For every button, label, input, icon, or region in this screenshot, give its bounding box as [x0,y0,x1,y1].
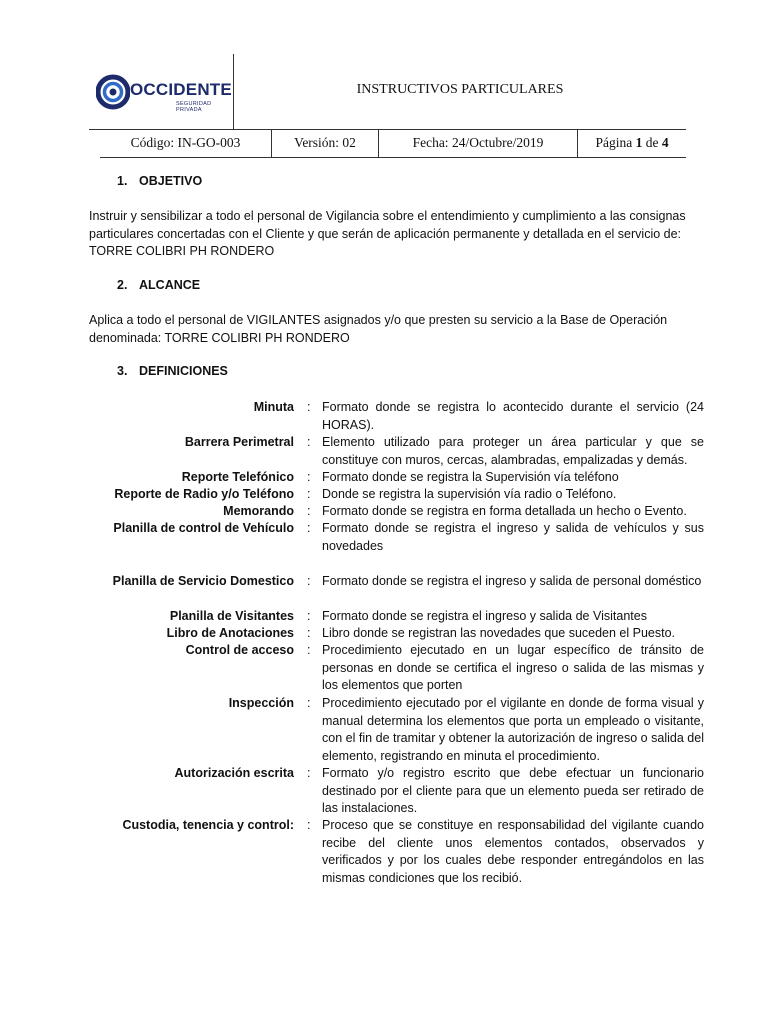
definition-colon: : [307,766,311,780]
definition-colon: : [307,435,311,449]
meta-divider-bottom [100,157,686,158]
definition-colon: : [307,818,311,832]
definition-desc: Formato donde se registra el ingreso y salida de Visitantes [322,609,647,623]
definition-term: Reporte de Radio y/o Teléfono [114,487,294,501]
page-indicator [578,135,686,151]
definition-colon: : [307,504,311,518]
definition-colon: : [307,400,311,414]
logo-tagline: SEGURIDAD PRIVADA [176,101,212,113]
page-total: 4 [661,135,669,150]
definition-colon: : [307,696,311,710]
section-heading-objetivo: 1. OBJETIVO [117,174,203,188]
definition-desc: Formato donde se registra el ingreso y salida de personal doméstico [322,574,702,588]
definition-desc: Donde se registra la supervisión vía radio o Teléfono. [322,487,617,501]
definition-desc: Proceso que se constituye en responsabilidad del vigilante cuando recibe del cliente unos elementos contados, observados y verificados y por los cuales debe responder entregándolos en las mismas condiciones que los recibió. [322,818,704,885]
definition-term: Barrera Perimetral [184,435,294,449]
page-current: 1 [635,135,643,150]
definition-term: Memorando [223,504,294,518]
definition-desc: Formato donde se registra la Supervisión vía teléfono [322,470,619,484]
definition-desc: Formato y/o registro escrito que debe efectuar un funcionario destinado por el cliente para que un elemento pueda ser retirado de las instalaciones. [322,766,704,815]
definition-term: Planilla de Servicio Domestico [112,574,294,588]
definition-term: Planilla de Visitantes [169,609,294,623]
definition-desc: Procedimiento ejecutado en un lugar específico de tránsito de personas en donde se certifica el ingreso o salida de las mismas y los elementos que porten [322,643,704,692]
header-divider-horizontal [89,129,686,130]
company-logo [96,72,230,112]
definition-term: Autorización escrita [174,766,294,780]
definition-colon: : [307,609,311,623]
definition-term: Inspección [228,696,294,710]
definition-term: Control de acceso [185,643,294,657]
definition-term: Minuta [253,400,294,414]
definition-term: Reporte Telefónico [181,470,294,484]
definition-desc: Elemento utilizado para proteger un área particular y que se constituye con muros, cercas, alambradas, empalizadas y demás. [322,435,704,467]
definition-desc: Formato donde se registra el ingreso y salida de vehículos y sus novedades [322,521,704,553]
document-version: Versión: 02 [294,135,356,150]
definition-colon: : [307,521,311,535]
definition-term: Planilla de control de Vehículo [113,521,294,535]
page-label: Página [595,135,633,150]
logo-name: OCCIDENTE [130,80,232,99]
definition-colon: : [307,643,311,657]
section-heading-definiciones: 3. DEFINICIONES [117,364,228,378]
document-date: Fecha: 24/Octubre/2019 [412,135,544,150]
definition-colon: : [307,574,311,588]
definition-desc: Formato donde se registra en forma detallada un hecho o Evento. [322,504,687,518]
logo-mark-icon [96,72,130,112]
section-heading-alcance: 2. ALCANCE [117,278,201,292]
definition-colon: : [307,626,311,640]
definition-term: Custodia, tenencia y control: [122,818,294,832]
definition-desc: Formato donde se registra lo acontecido durante el servicio (24 HORAS). [322,400,704,432]
definition-desc: Libro donde se registran las novedades que suceden el Puesto. [322,626,676,640]
definition-desc: Procedimiento ejecutado por el vigilante en donde de forma visual y manual determina los elementos que porta un empleado o visitante, con el fin de tramitar y obtener la autorización de ingreso o salida del elemento, registrando en minuta el procedimiento. [322,696,704,763]
document-code: Código: IN-GO-003 [130,135,241,150]
section-text-alcance: Aplica a todo el personal de VIGILANTES asignados y/o que presten su servicio a la Base de Operación denominada: TORRE COLIBRI PH RONDERO [89,313,668,345]
document-title: INSTRUCTIVOS PARTICULARES [356,82,564,97]
definition-colon: : [307,487,311,501]
page-of: de [645,135,659,150]
definition-colon: : [307,470,311,484]
section-text-objetivo: Instruir y sensibilizar a todo el personal de Vigilancia sobre el entendimiento y cumplimiento a las consignas particulares concertadas con el Cliente y que serán de aplicación permanente y detallada en el servicio de: TORRE COLIBRI PH RONDERO [89,209,686,258]
definition-term: Libro de Anotaciones [166,626,294,640]
